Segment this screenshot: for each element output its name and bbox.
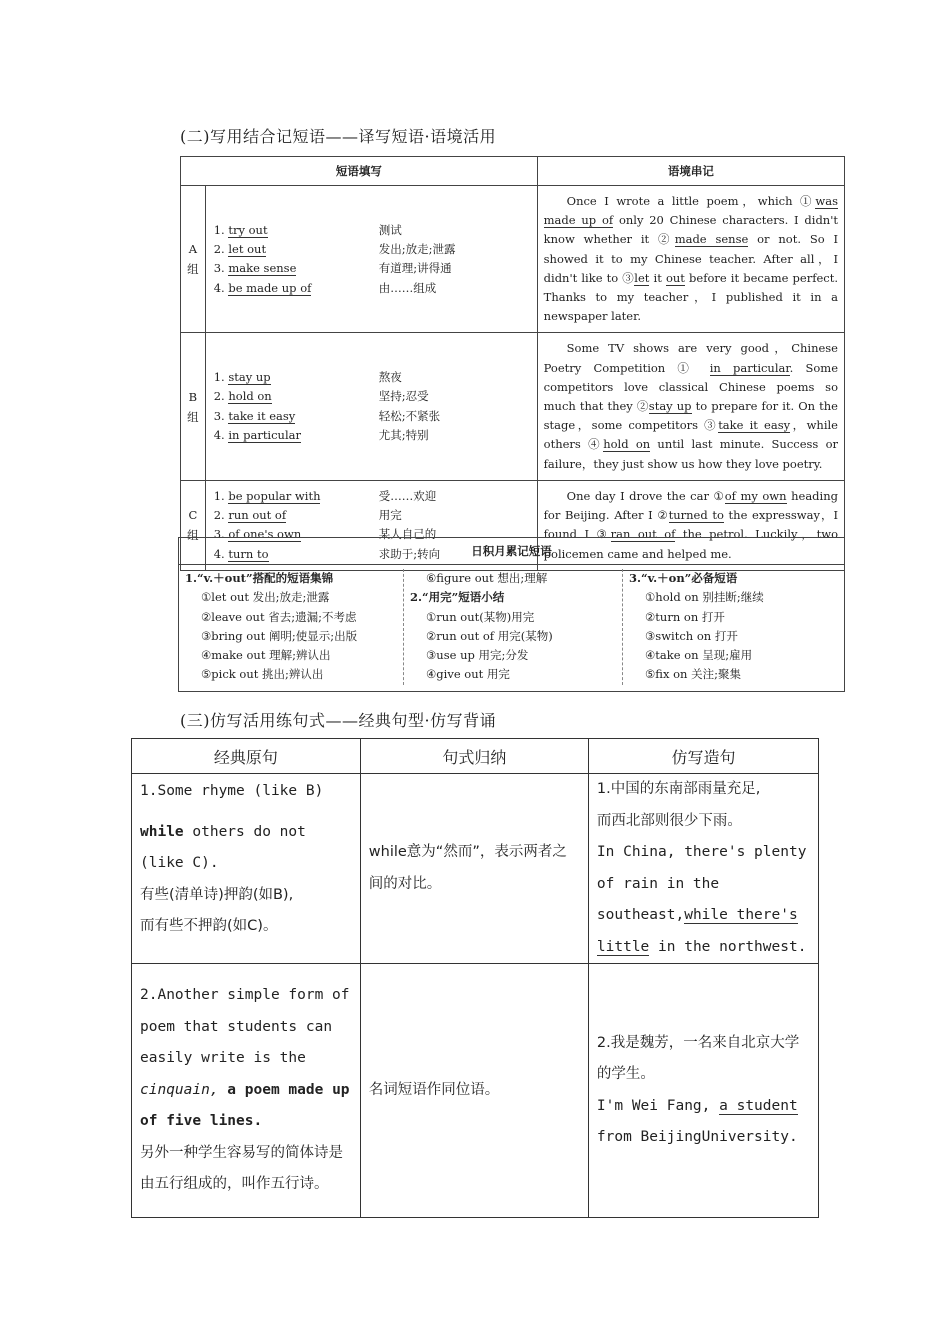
phrase-answer: turn to (228, 546, 269, 561)
group-label (181, 186, 206, 333)
context-answer: ran out of (610, 527, 676, 542)
imitation-answer (597, 837, 810, 963)
context-answer: of my own (724, 488, 787, 503)
context-fragment: only 20 Chinese characters. I didn't know whether it ② (543, 213, 838, 247)
phrase-number: 2. (213, 389, 229, 404)
phrase-row (214, 407, 529, 426)
group-c-label: C 组 (187, 508, 199, 543)
group-row-b (181, 333, 845, 480)
phrase-chinese: 用完 (378, 508, 402, 523)
imitation-sentence (588, 964, 818, 1218)
phrase-number: 2. (213, 241, 229, 256)
phrase-row (214, 387, 529, 406)
header-imitation: 仿写造句 (588, 739, 818, 774)
context-fragment: One day I drove the car ① (566, 488, 725, 503)
context-fragment: until last minute. Success or failure，they just show us how they love poetry. (543, 437, 838, 471)
context-fragment: heading for Beijing. After I ② (543, 488, 838, 523)
phrase-answer: hold on (228, 389, 272, 404)
phrase-row (214, 221, 529, 240)
context-paragraph (537, 186, 844, 333)
context-fragment: to prepare for it. On the stage，some competitors ③ (543, 399, 838, 433)
box-column-use-up (403, 569, 622, 685)
original-text (140, 980, 352, 1138)
context-answer: was made up of (543, 194, 838, 228)
original-text: 2.Another simple form of poem that students can easily write is the (140, 987, 350, 1067)
phrase-row (214, 426, 529, 445)
box-column-heading: 1.“v.＋out”搭配的短语集锦 (185, 571, 334, 585)
list-item: ⑤fix on 关注;聚集 (645, 667, 741, 682)
list-item: ③switch on 打开 (645, 628, 738, 643)
phrase-number: 4. (213, 546, 229, 561)
context-fragment: the petrol. Luckily，two policemen came and helped me. (543, 527, 838, 561)
box-column-heading: 2.“用完”短语小结 (410, 590, 505, 605)
phrase-english (214, 259, 379, 278)
list-item: ③bring out 阐明;使显示;出版 (201, 628, 358, 643)
pattern-summary: 名词短语作同位语。 (360, 964, 588, 1218)
list-item: ①hold on 别挂断;继续 (645, 590, 764, 605)
context-answer: stay up (648, 399, 692, 414)
imitation-prompt: 2.我是魏芳，一名来自北京大学的学生。 (596, 1034, 800, 1082)
phrase-row (214, 368, 529, 387)
phrase-chinese: 熬夜 (378, 370, 402, 385)
context-paragraph (537, 333, 844, 480)
box-column-out (179, 569, 403, 685)
section2-title: (二)写用结合记短语——译写短语·语境活用 (180, 127, 497, 146)
sentence-table (131, 738, 819, 1218)
imitation-answer (597, 1091, 810, 1154)
group-label (181, 333, 206, 480)
phrase-chinese: 由……组成 (378, 280, 437, 295)
context-answer: out (665, 270, 685, 285)
keyword-while: while (140, 823, 184, 840)
phrase-answer: be popular with (228, 488, 321, 503)
list-item: ①run out(某物)用完 (426, 609, 535, 624)
box-title: 日积月累记短语 (179, 538, 844, 565)
answer-text: from BeijingUniversity. (596, 1129, 798, 1145)
context-fragment: . Some competitors love classical Chinese poems so much that they ② (543, 360, 839, 414)
sentence-row-1 (132, 774, 819, 964)
phrase-chinese: 尤其;特别 (378, 427, 429, 442)
context-fragment: Some TV shows are very good，Chinese Poetry Competition ① (543, 341, 838, 375)
answer-text: in the northwest. (649, 938, 807, 955)
phrase-answer: take it easy (228, 408, 296, 423)
group-a-label: A 组 (187, 242, 199, 277)
header-original: 经典原句 (132, 739, 361, 774)
phrase-english (214, 279, 379, 298)
original-translation: 有些(清单诗)押韵(如B), (140, 886, 294, 903)
phrase-list (205, 333, 537, 480)
context-fragment: the expressway，I found I ③ (543, 508, 838, 542)
header-pattern: 句式归纳 (360, 739, 588, 774)
context-answer: let (634, 270, 650, 285)
list-item: ④make out 理解;辨认出 (201, 648, 331, 663)
phrase-english (214, 506, 379, 525)
phrase-row (214, 506, 529, 525)
phrase-row (214, 259, 529, 278)
phrase-row (214, 279, 529, 298)
context-fragment: it (649, 270, 666, 285)
original-translation: 而有些不押韵(如C)。 (140, 918, 278, 934)
imitation-prompt: 1.中国的东南部雨量充足, (596, 781, 761, 797)
phrase-number: 4. (213, 427, 229, 442)
original-text (140, 817, 352, 880)
phrase-english (214, 487, 379, 506)
list-item: ②run out of 用完(某物) (426, 628, 553, 643)
box-column-heading: 3.“v.＋on”必备短语 (629, 571, 738, 585)
phrase-number: 1. (213, 370, 229, 385)
context-answer: take it easy (718, 418, 791, 433)
section3-title: (三)仿写活用练句式——经典句型·仿写背诵 (180, 711, 497, 730)
context-answer: made sense (674, 232, 749, 247)
original-sentence (132, 774, 361, 964)
phrase-number: 4. (213, 280, 229, 295)
group-b-label: B 组 (187, 389, 199, 424)
group-row-a (181, 186, 845, 333)
answer-blank: while there's little (596, 907, 798, 955)
phrase-row (214, 240, 529, 259)
header-phrase-fill: 短语填写 (181, 157, 538, 186)
phrase-chinese: 测试 (378, 222, 402, 237)
phrase-number: 1. (213, 488, 229, 503)
phrase-english (214, 221, 379, 240)
context-fragment: or not. So I showed it to my Chinese teacher. After all，I didn't like to ③ (543, 232, 839, 285)
imitation-sentence (588, 774, 818, 964)
context-fragment: ，while others ④ (543, 418, 838, 452)
list-item: ①let out 发出;放走;泄露 (201, 590, 330, 605)
phrase-english (214, 240, 379, 259)
list-item: ④take on 呈现;雇用 (645, 648, 753, 663)
phrase-answer: try out (228, 222, 268, 237)
list-item: ⑤pick out 挑出;辨认出 (201, 667, 324, 682)
phrase-english (214, 368, 379, 387)
original-sentence (132, 964, 361, 1218)
answer-text: In China, there's plenty of rain in the southeast, (596, 844, 807, 923)
original-translation: 另外一种学生容易写的简体诗是由五行组成的，叫作五行诗。 (140, 1144, 343, 1193)
phrase-english (214, 387, 379, 406)
phrase-answer: run out of (228, 508, 287, 523)
phrase-chinese: 轻松;不紧张 (378, 408, 441, 423)
phrase-answer: in particular (228, 427, 301, 442)
list-item: ②leave out 省去;遗漏;不考虑 (201, 609, 357, 624)
phrase-number: 2. (213, 508, 229, 523)
original-text: others do not (like C). (140, 823, 306, 871)
imitation-prompt: 而西北部则很少下雨。 (596, 812, 742, 829)
context-answer: in particular (709, 360, 790, 375)
answer-blank: a student (719, 1097, 798, 1114)
phrase-chinese: 某人自己的 (378, 527, 437, 542)
answer-text: I'm Wei Fang, (596, 1097, 720, 1114)
phrase-answer: stay up (228, 370, 271, 385)
appositive-phrase: a poem made up of five lines. (140, 1081, 350, 1130)
phrase-english (214, 426, 379, 445)
list-item: ③use up 用完;分发 (426, 648, 529, 663)
phrase-chinese: 有道理;讲得通 (378, 261, 452, 276)
context-fragment: Once I wrote a little poem，which ① (566, 194, 816, 208)
phrase-number: 3. (213, 408, 229, 423)
list-item: ②turn on 打开 (645, 609, 725, 624)
phrase-answer: of one's own (228, 527, 302, 542)
phrase-answer: be made up of (228, 280, 312, 295)
context-text (544, 339, 838, 473)
phrase-chinese: 坚持;忍受 (378, 389, 429, 404)
list-item: ⑥figure out 想出;理解 (426, 571, 548, 585)
context-answer: turned to (668, 508, 724, 523)
phrase-table (180, 156, 845, 571)
sentence-row-2 (132, 964, 819, 1218)
phrase-row (214, 487, 529, 506)
box-column-on (622, 569, 829, 685)
term-cinquain: cinquain, (140, 1081, 219, 1098)
original-text: 1.Some rhyme (like B) (140, 783, 324, 799)
phrase-number: 1. (213, 222, 229, 237)
header-context: 语境串记 (537, 157, 844, 186)
phrase-answer: let out (228, 241, 267, 256)
context-text (544, 192, 838, 326)
phrase-chinese: 受……欢迎 (378, 488, 437, 503)
phrase-number: 3. (213, 527, 229, 542)
phrase-number: 3. (213, 261, 229, 276)
list-item: ④give out 用完 (426, 667, 510, 682)
phrase-list (205, 186, 537, 333)
context-fragment: before it became perfect. Thanks to my teacher，I published it in a newspaper later. (543, 270, 838, 324)
context-answer: hold on (603, 437, 651, 452)
phrase-english (214, 407, 379, 426)
pattern-summary: while意为“然而”，表示两者之间的对比。 (360, 774, 588, 964)
phrase-chinese: 发出;放走;泄露 (378, 241, 456, 256)
accumulate-box (178, 537, 845, 692)
phrase-chinese: 求助于;转向 (378, 546, 441, 561)
phrase-answer: make sense (228, 261, 297, 276)
